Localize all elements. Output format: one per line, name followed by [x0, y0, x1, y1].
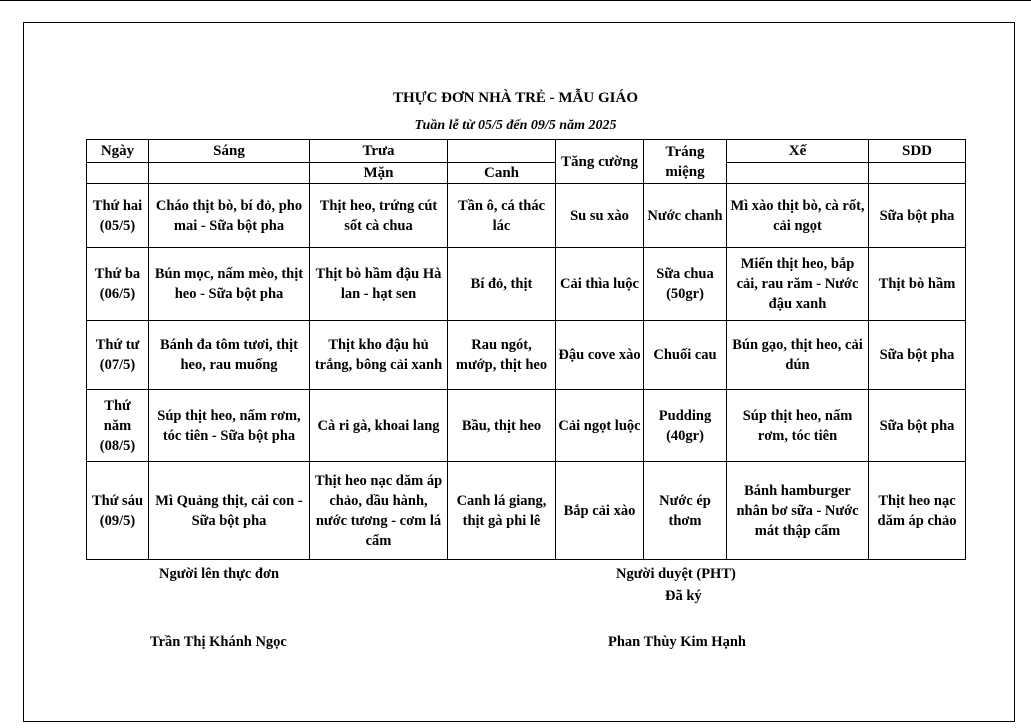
trang-mieng-cell: Nước chanh	[644, 184, 727, 248]
header-tang-cuong: Tăng cường	[556, 140, 644, 184]
trang-mieng-cell: Chuối cau	[644, 321, 727, 390]
header-sdd: SDD	[869, 140, 966, 163]
sdd-cell: Thịt heo nạc dăm áp chảo	[869, 462, 966, 560]
footer-right-status: Đã ký	[665, 588, 702, 604]
header-sang: Sáng	[149, 140, 310, 163]
header-man: Mặn	[310, 163, 448, 184]
table-row	[87, 462, 966, 560]
man-cell: Thịt heo nạc dăm áp chảo, dầu hành, nước tương - cơm lá cẩm	[310, 462, 448, 560]
header-ngay-sub	[87, 163, 149, 184]
tang-cuong-cell: Su su xào	[556, 184, 644, 248]
trang-mieng-cell: Pudding (40gr)	[644, 390, 727, 462]
header-xe-sub	[727, 163, 869, 184]
canh-cell: Rau ngót, mướp, thịt heo	[448, 321, 556, 390]
sdd-cell: Sữa bột pha	[869, 184, 966, 248]
tang-cuong-cell: Bắp cải xào	[556, 462, 644, 560]
week-subtitle: Tuần lễ từ 05/5 đến 09/5 năm 2025	[414, 118, 617, 133]
day-cell: Thứ hai (05/5)	[87, 184, 149, 248]
top-rule	[0, 0, 1031, 1]
canh-cell: Bầu, thịt heo	[448, 390, 556, 462]
xe-cell: Súp thịt heo, nấm rơm, tóc tiên	[727, 390, 869, 462]
tang-cuong-cell: Cải ngọt luộc	[556, 390, 644, 462]
man-cell: Cà ri gà, khoai lang	[310, 390, 448, 462]
sang-cell: Cháo thịt bò, bí đỏ, pho mai - Sữa bột pha	[149, 184, 310, 248]
table-row	[87, 184, 966, 248]
footer-left-name: Trần Thị Khánh Ngọc	[150, 634, 287, 650]
header-sang-sub	[149, 163, 310, 184]
sang-cell: Mì Quảng thịt, cải con - Sữa bột pha	[149, 462, 310, 560]
sdd-cell: Sữa bột pha	[869, 321, 966, 390]
canh-cell: Tần ô, cá thác lác	[448, 184, 556, 248]
header-trang-mieng: Tráng miệng	[644, 140, 727, 184]
sang-cell: Bánh đa tôm tươi, thịt heo, rau muống	[149, 321, 310, 390]
table-row	[87, 390, 966, 462]
trang-mieng-cell: Sữa chua (50gr)	[644, 248, 727, 321]
day-cell: Thứ năm (08/5)	[87, 390, 149, 462]
header-blank	[448, 140, 556, 163]
trang-mieng-cell: Nước ép thơm	[644, 462, 727, 560]
document-title: THỰC ĐƠN NHÀ TRẺ - MẪU GIÁO	[392, 90, 638, 106]
man-cell: Thịt heo, trứng cút sốt cà chua	[310, 184, 448, 248]
table-row	[87, 321, 966, 390]
xe-cell: Bún gạo, thịt heo, cải dún	[727, 321, 869, 390]
header-xe: Xế	[727, 140, 869, 163]
footer-right-name: Phan Thùy Kim Hạnh	[608, 634, 746, 650]
man-cell: Thịt bò hầm đậu Hà lan - hạt sen	[310, 248, 448, 321]
xe-cell: Bánh hamburger nhân bơ sữa - Nước mát thập cẩm	[727, 462, 869, 560]
sdd-cell: Thịt bò hầm	[869, 248, 966, 321]
header-sdd-sub	[869, 163, 966, 184]
sdd-cell: Sữa bột pha	[869, 390, 966, 462]
footer-left-role: Người lên thực đơn	[159, 566, 280, 582]
tang-cuong-cell: Cải thìa luộc	[556, 248, 644, 321]
header-trua: Trưa	[310, 140, 448, 163]
day-cell: Thứ sáu (09/5)	[87, 462, 149, 560]
canh-cell: Canh lá giang, thịt gà phi lê	[448, 462, 556, 560]
sang-cell: Bún mọc, nấm mèo, thịt heo - Sữa bột pha	[149, 248, 310, 321]
man-cell: Thịt kho đậu hủ trắng, bông cải xanh	[310, 321, 448, 390]
day-cell: Thứ ba (06/5)	[87, 248, 149, 321]
canh-cell: Bí đỏ, thịt	[448, 248, 556, 321]
menu-table	[86, 139, 966, 560]
tang-cuong-cell: Đậu cove xào	[556, 321, 644, 390]
xe-cell: Mì xào thịt bò, cà rốt, cải ngọt	[727, 184, 869, 248]
table-row	[87, 248, 966, 321]
day-cell: Thứ tư (07/5)	[87, 321, 149, 390]
footer-right-role: Người duyệt (PHT)	[616, 566, 736, 582]
sang-cell: Súp thịt heo, nấm rơm, tóc tiên - Sữa bột pha	[149, 390, 310, 462]
xe-cell: Miến thịt heo, bắp cải, rau răm - Nước đậu xanh	[727, 248, 869, 321]
header-canh: Canh	[448, 163, 556, 184]
header-ngay: Ngày	[87, 140, 149, 163]
